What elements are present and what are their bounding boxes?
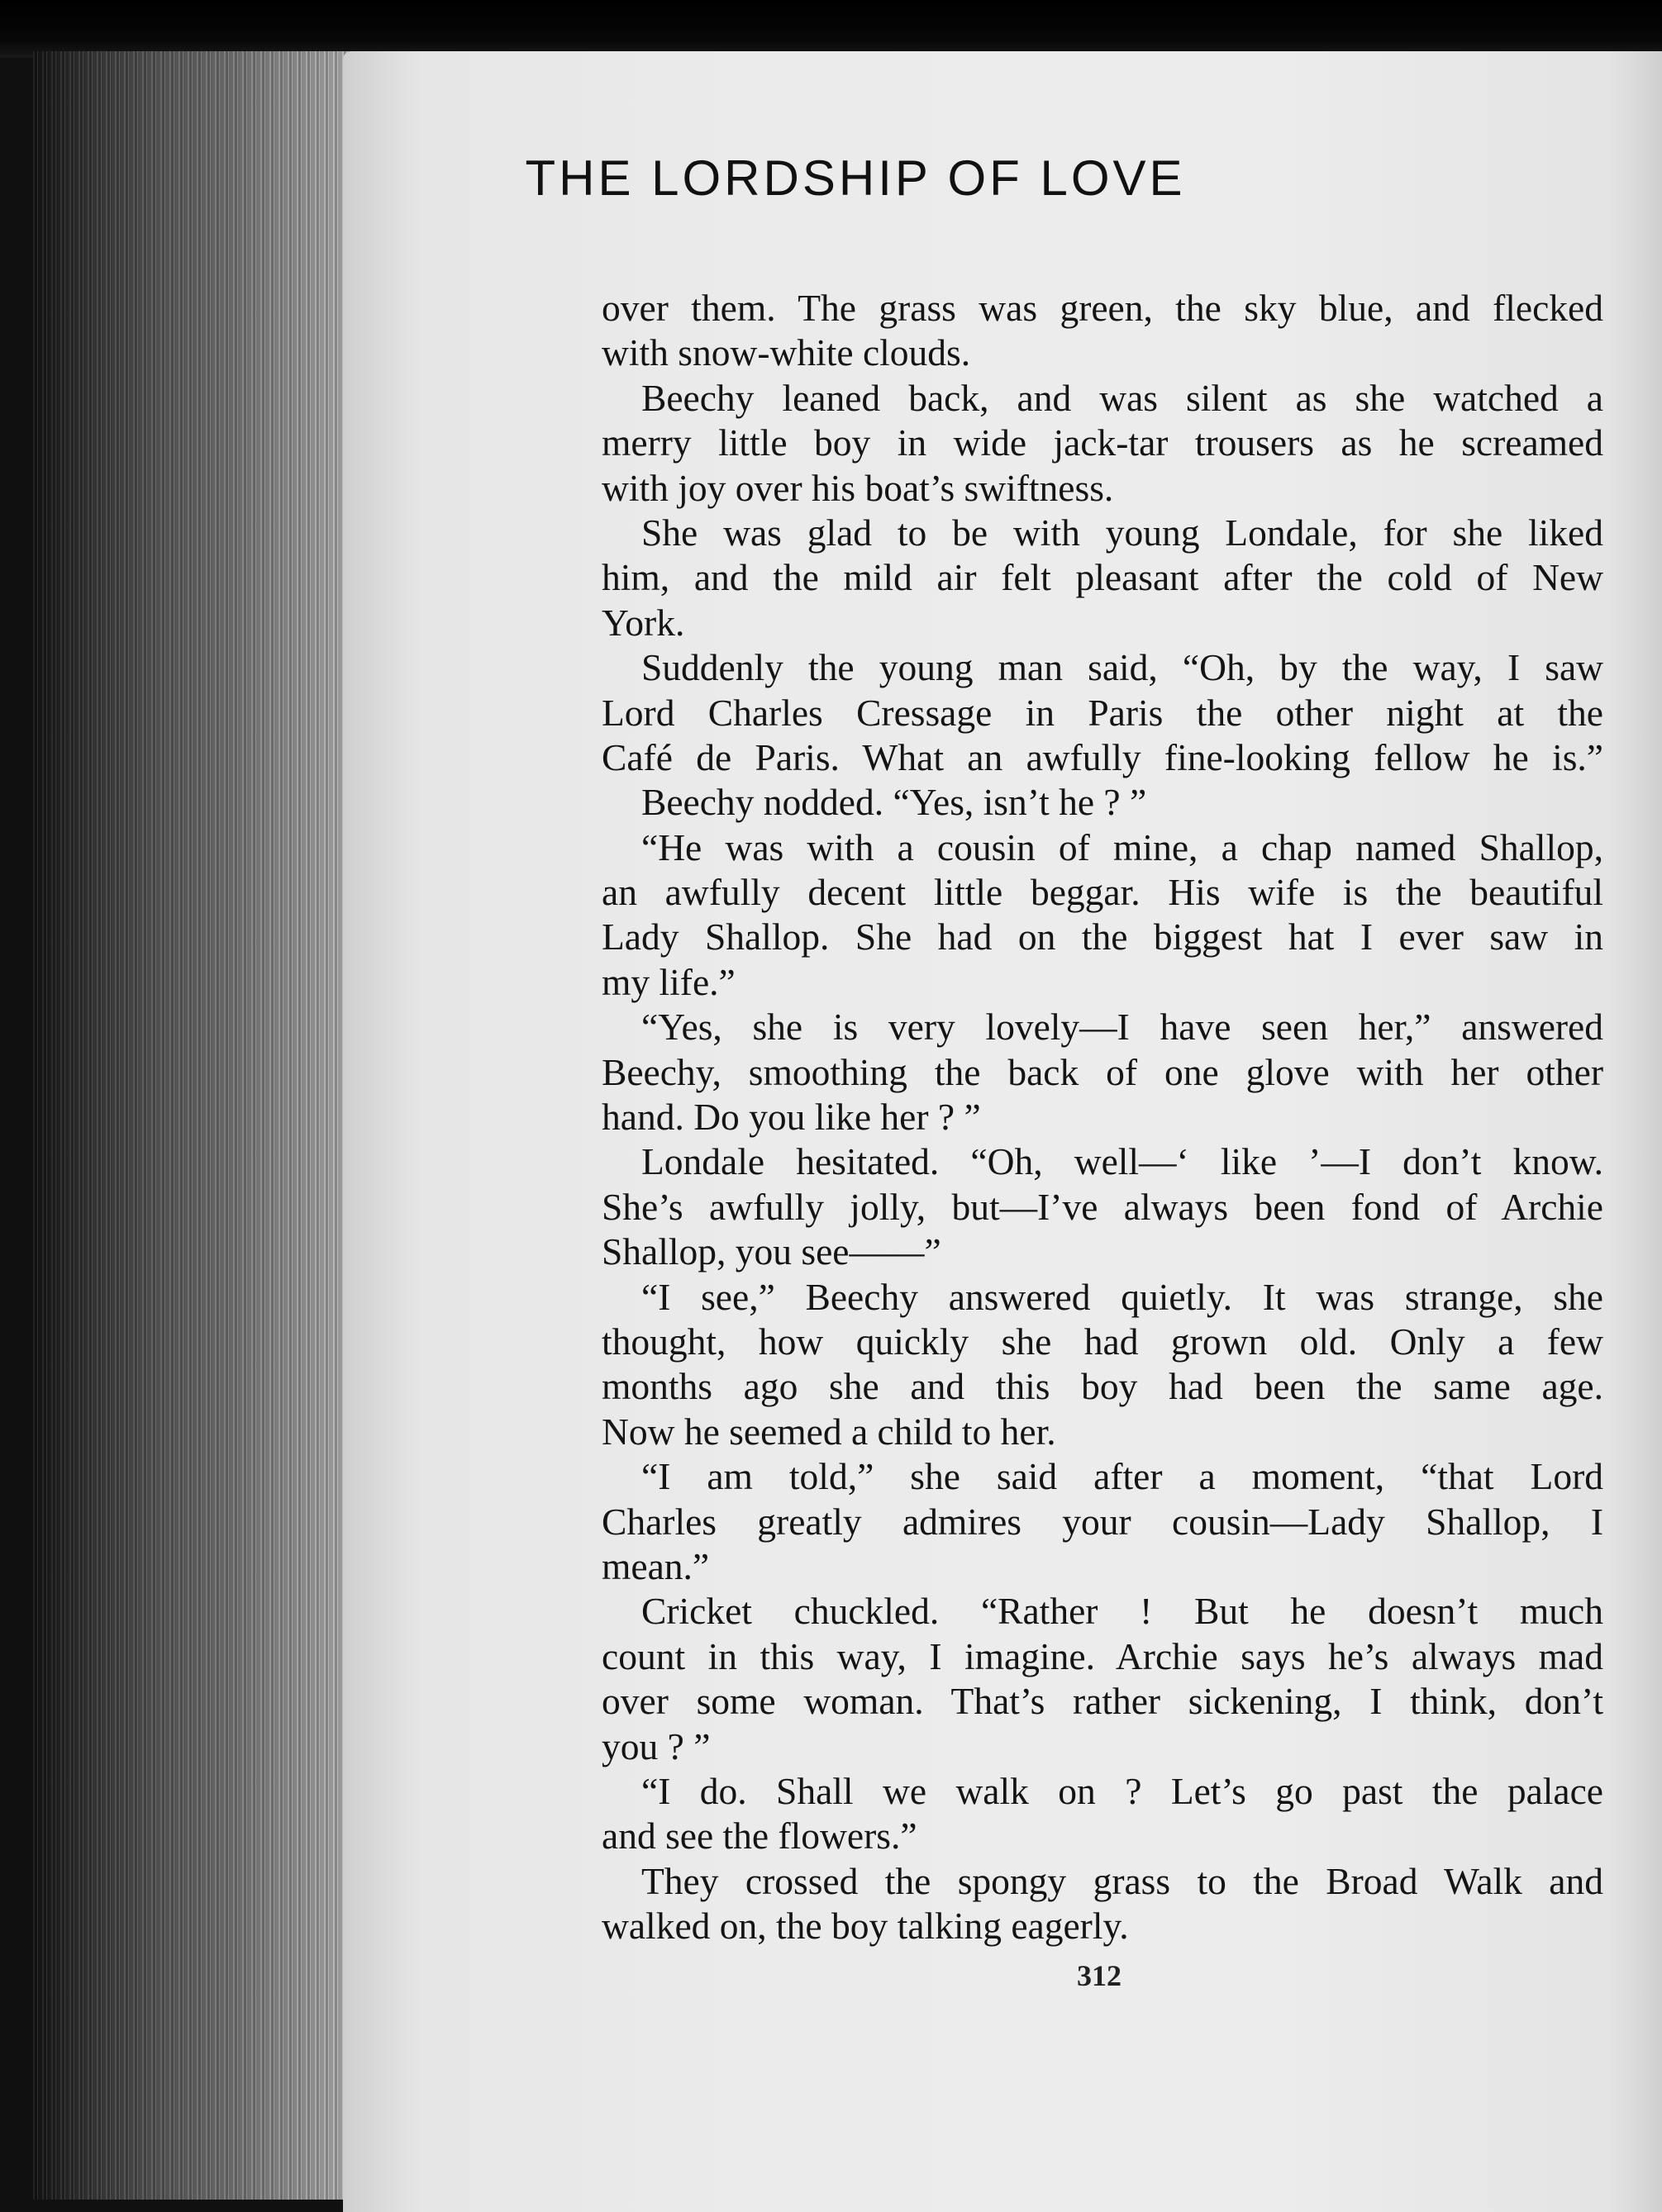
text-line: count in this way, I imagine. Archie says he’s always mad: [602, 1634, 1603, 1677]
text-line: with snow-white clouds.: [602, 331, 971, 374]
text-line: over some woman. That’s rather sickening, I think, don’t: [602, 1680, 1603, 1723]
text-line: Charles greatly admires your cousin—Lady Shallop, I: [602, 1500, 1603, 1543]
text-line: “I see,” Beechy answered quietly. It was strange, she: [641, 1275, 1603, 1318]
text-line: Suddenly the young man said, “Oh, by the way, I saw: [641, 646, 1603, 689]
text-line: They crossed the spongy grass to the Broad Walk and: [641, 1859, 1603, 1902]
text-line: Cricket chuckled. “Rather ! But he doesn’t much: [641, 1590, 1603, 1633]
text-line: you ? ”: [602, 1724, 711, 1767]
text-line: my life.”: [602, 960, 736, 1003]
book-page-edges: [33, 51, 355, 2200]
text-line: an awfully decent little beggar. His wife is the beautiful: [602, 871, 1603, 914]
text-line: walked on, the boy talking eagerly.: [602, 1905, 1129, 1948]
text-line: Now he seemed a child to her.: [602, 1410, 1056, 1453]
text-line: him, and the mild air felt pleasant after the cold of New: [602, 556, 1603, 599]
text-line: Beechy leaned back, and was silent as she watched a: [641, 376, 1603, 419]
text-line: and see the flowers.”: [602, 1815, 917, 1858]
text-line: Lord Charles Cressage in Paris the other night at the: [602, 691, 1603, 734]
text-line: over them. The grass was green, the sky blue, and flecked: [602, 287, 1603, 329]
text-line: mean.”: [602, 1544, 710, 1587]
text-line: Café de Paris. What an awfully fine-looking fellow he is.”: [602, 735, 1603, 778]
text-line: She’s awfully jolly, but—I’ve always been fond of Archie: [602, 1185, 1603, 1228]
body-text: [602, 286, 1603, 1948]
text-line: Lady Shallop. She had on the biggest hat I ever saw in: [602, 916, 1603, 959]
text-line: with joy over his boat’s swiftness.: [602, 466, 1114, 509]
text-line: “Yes, she is very lovely—I have seen her,” answered: [641, 1006, 1603, 1049]
text-line: hand. Do you like her ? ”: [602, 1096, 981, 1139]
text-line: “He was with a cousin of mine, a chap named Shallop,: [641, 825, 1603, 868]
text-line: Beechy, smoothing the back of one glove with her other: [602, 1050, 1603, 1093]
running-head: THE LORDSHIP OF LOVE: [525, 150, 1186, 206]
text-line: Beechy nodded. “Yes, isn’t he ? ”: [641, 781, 1147, 824]
text-line: merry little boy in wide jack-tar trousers as he screamed: [602, 421, 1603, 464]
text-line: “I am told,” she said after a moment, “that Lord: [641, 1455, 1603, 1498]
text-line: Londale hesitated. “Oh, well—‘ like ’—I don’t know.: [641, 1140, 1603, 1183]
text-line: thought, how quickly she had grown old. Only a few: [602, 1320, 1603, 1363]
scan-top-border: [0, 0, 1662, 58]
text-line: “I do. Shall we walk on ? Let’s go past the palace: [641, 1769, 1603, 1812]
text-line: months ago she and this boy had been the same age.: [602, 1365, 1603, 1408]
text-line: Shallop, you see——”: [602, 1230, 941, 1273]
text-line: She was glad to be with young Londale, for she liked: [641, 511, 1603, 554]
text-line: York.: [602, 601, 685, 644]
page-number: 312: [1077, 1959, 1121, 1992]
